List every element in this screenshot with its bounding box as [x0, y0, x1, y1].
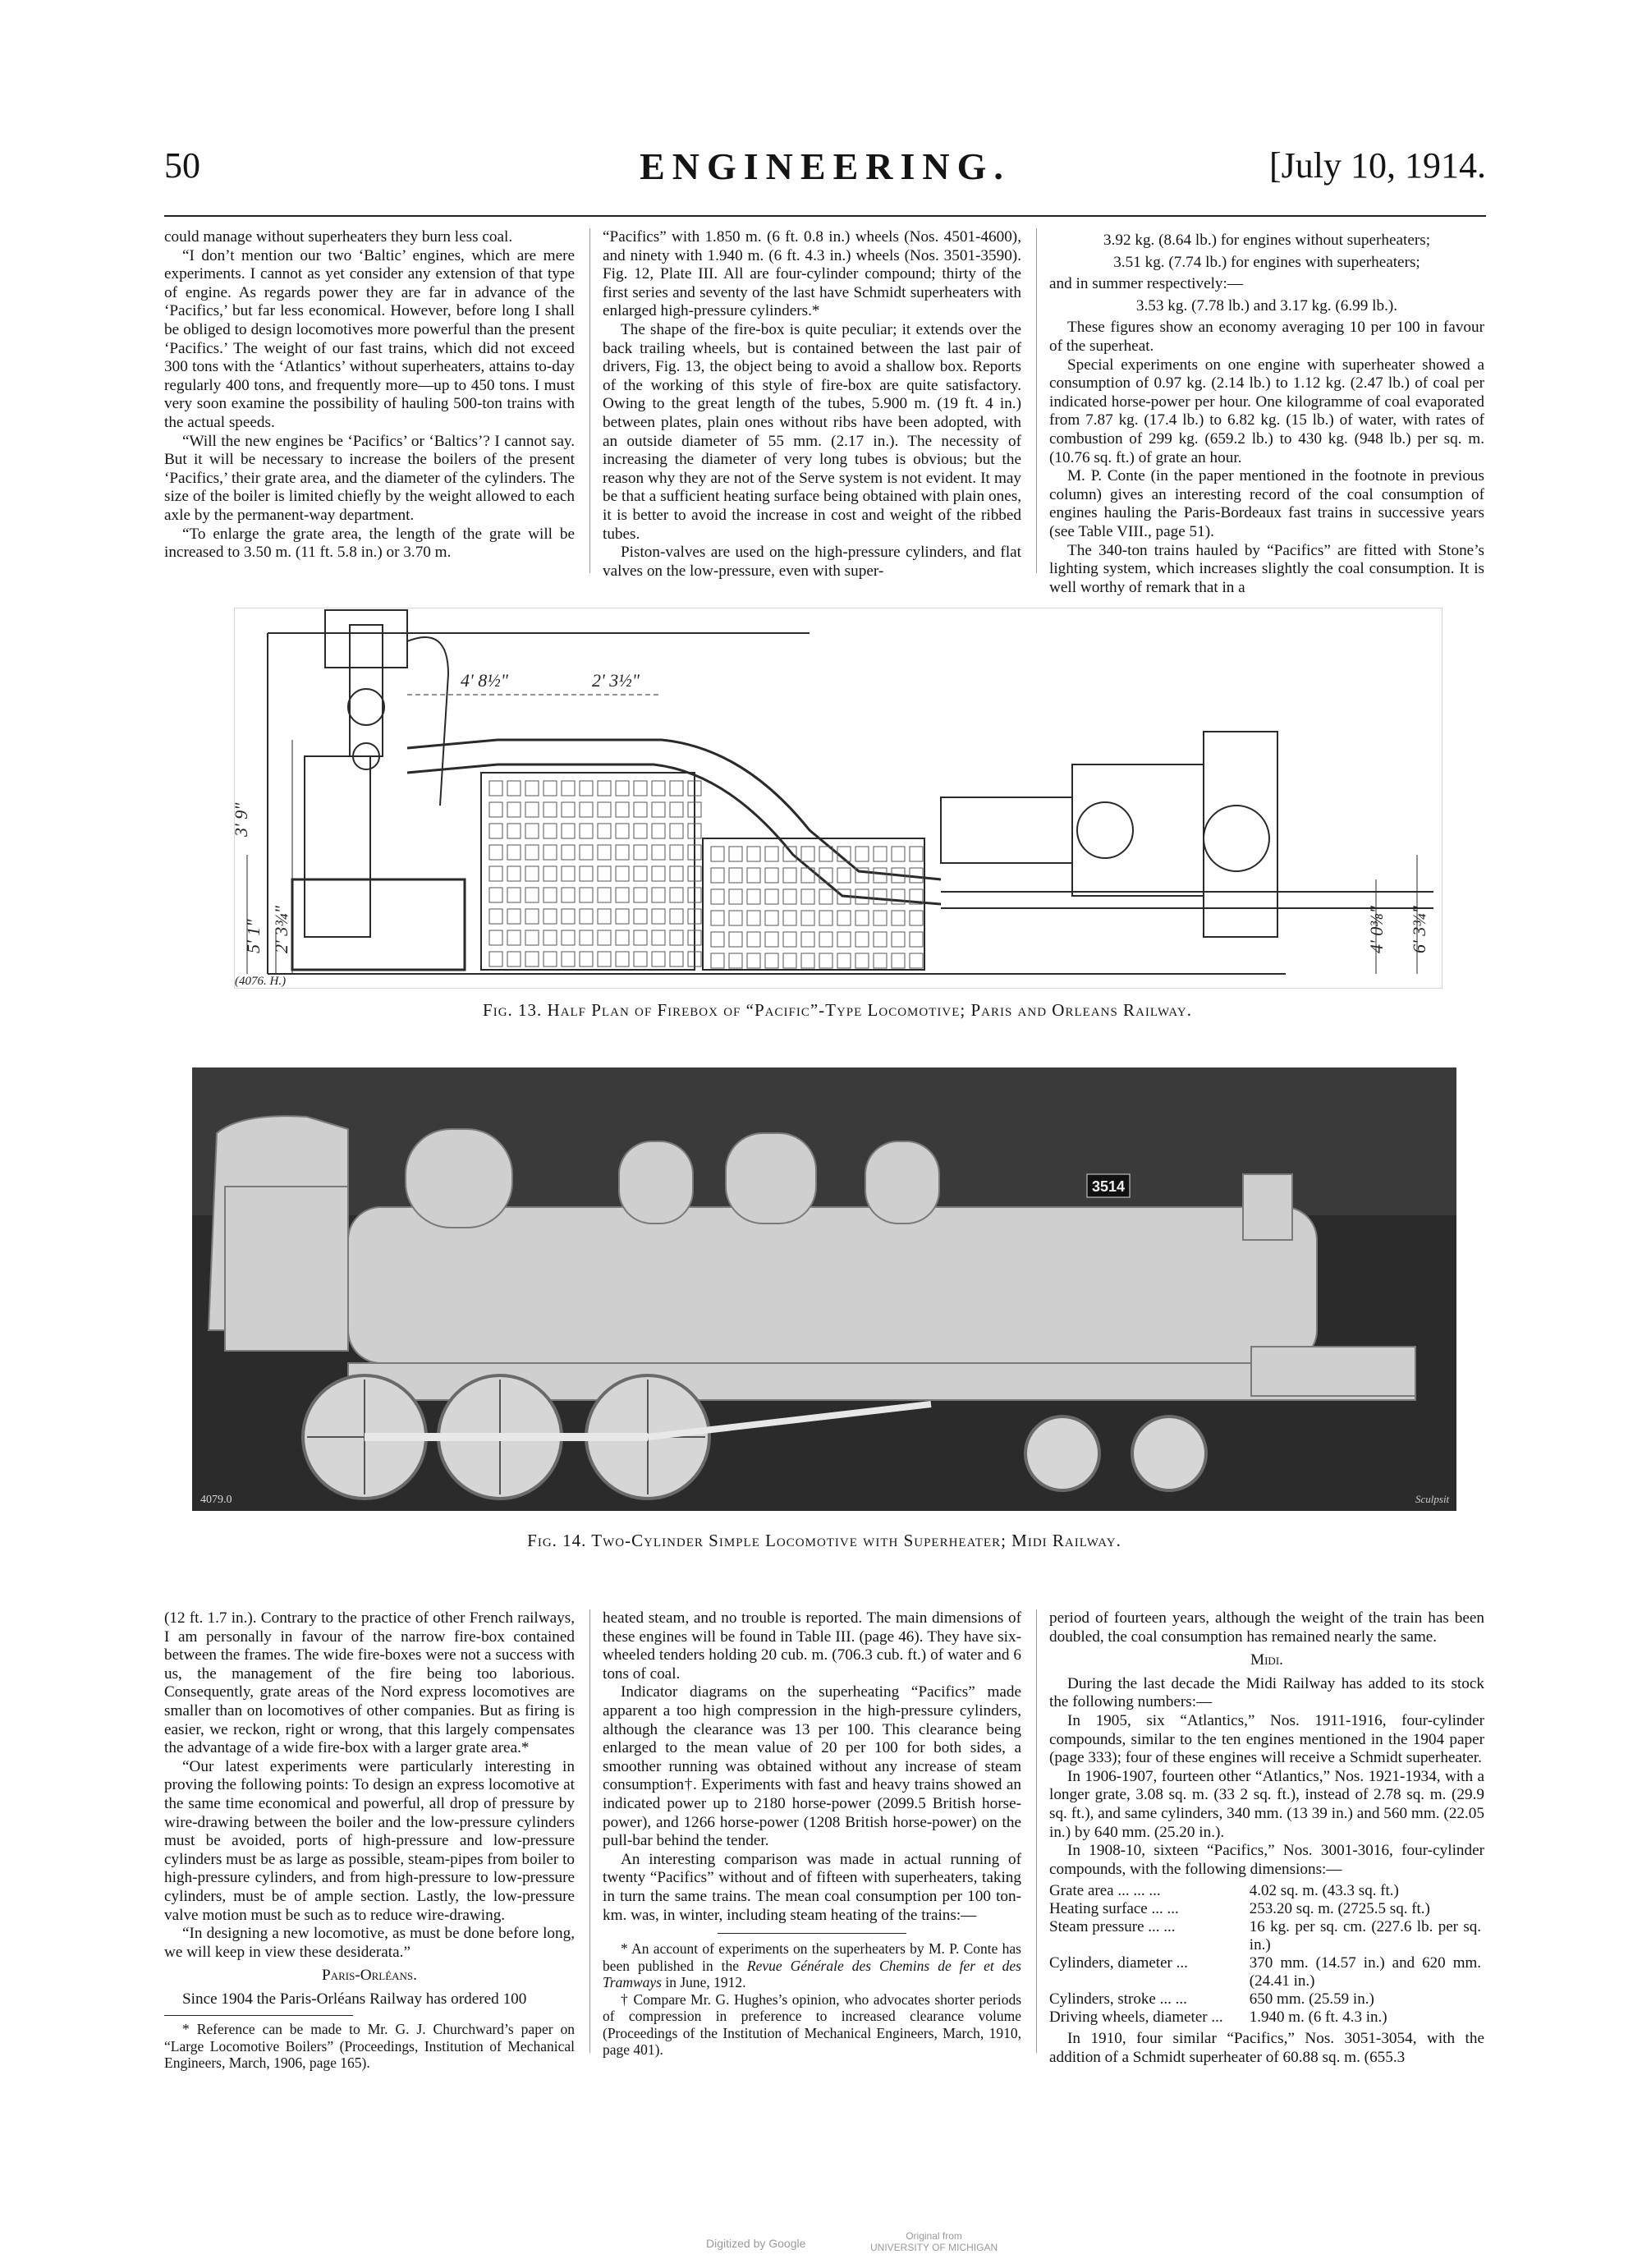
dimension-label: Driving wheels, diameter ...	[1049, 2009, 1223, 2027]
tube-cell	[562, 802, 575, 817]
original-from-institution: UNIVERSITY OF MICHIGAN	[870, 2242, 998, 2253]
paragraph: An interesting comparison was made in actual running of twenty “Pacifics” without and of fifteen with superheaters, taking in turn the same trains. The mean coal consumption per 100 ton-km. was, in winter, including steam heating of the trains:—	[603, 1850, 1021, 1924]
dim-left-b: 5' 1"	[243, 919, 264, 953]
dimension-label: Cylinders, diameter ...	[1049, 1954, 1188, 1972]
number-plate: 3514	[1091, 1178, 1126, 1195]
tube-cell	[634, 866, 647, 881]
paragraph: These figures show an economy averaging 10 per 100 in favour of the superheat.	[1049, 319, 1484, 355]
tube-cell	[729, 953, 742, 968]
tube-cell	[489, 781, 502, 796]
tube-cell	[765, 868, 778, 883]
tube-cell	[801, 911, 814, 925]
tube-cell	[801, 953, 814, 968]
tube-cell	[711, 868, 724, 883]
paragraph: and in summer respectively:—	[1049, 275, 1244, 293]
tube-cell	[580, 930, 593, 945]
column-divider	[589, 1609, 590, 2053]
dimension-value: 253.20 sq. m. (2725.5 sq. ft.)	[1249, 1900, 1430, 1918]
tube-cell	[711, 953, 724, 968]
tube-cell	[670, 866, 683, 881]
tube-cell	[544, 930, 557, 945]
tube-cell	[580, 845, 593, 860]
tube-cell	[544, 866, 557, 881]
tube-cell	[783, 911, 796, 925]
page-number: 50	[164, 145, 200, 186]
tube-cell	[580, 888, 593, 902]
tube-cell	[729, 868, 742, 883]
tube-cell	[747, 889, 760, 904]
tube-cell	[616, 909, 629, 924]
digitized-by-google: Digitized by Google	[706, 2237, 806, 2250]
original-from	[870, 2230, 998, 2253]
tube-cell	[544, 802, 557, 817]
locomotive-svg	[192, 1067, 1456, 1511]
tube-cell	[616, 888, 629, 902]
tube-cell	[652, 824, 665, 838]
tube-cell	[652, 888, 665, 902]
original-from-label: Original from	[906, 2230, 962, 2242]
tube-cell	[783, 847, 796, 861]
tube-cell	[837, 868, 851, 883]
tube-cell	[874, 932, 887, 947]
tube-cell	[652, 802, 665, 817]
dimension-row	[1049, 1882, 1484, 1900]
tube-cell	[616, 802, 629, 817]
subhead-midi: Midi.	[1250, 1651, 1283, 1669]
tube-cell	[598, 888, 611, 902]
tube-cell	[670, 888, 683, 902]
tube-cell	[670, 952, 683, 966]
tube-cell	[855, 847, 869, 861]
tube-cell	[765, 911, 778, 925]
tube-cell	[562, 866, 575, 881]
tube-cell	[562, 888, 575, 902]
dimension-value: 370 mm. (14.57 in.) and 620 mm. (24.41 in.)	[1249, 1954, 1481, 1990]
dimension-row	[1049, 1900, 1484, 1918]
tube-cell	[507, 952, 521, 966]
tube-cell	[670, 930, 683, 945]
tube-cell	[855, 932, 869, 947]
paragraph: Indicator diagrams on the superheating “Pacifics” made apparent a too high compression in the high-pressure cylinders, although the clearance was 13 per 100. This clearance being enlarged to the mean value of 20 per 100 for both sides, a smoother running was obtained without any increase of steam consumption†. Experiments with fast and heavy trains showed an indicated power up to 2180 horse-power (2099.5 British horse-power), and 1266 horse-power (1208 British horse-power) on the pull-bar behind the tender.	[603, 1683, 1021, 1850]
tube-cell	[634, 824, 647, 838]
header-rule	[164, 215, 1486, 217]
paragraph: In 1910, four similar “Pacifics,” Nos. 3051-3054, with the addition of a Schmidt superheater of 60.88 sq. m. (655.3	[1049, 2030, 1484, 2066]
tube-cell	[489, 952, 502, 966]
paragraph: “I don’t mention our two ‘Baltic’ engines, which are mere experiments. I cannot as yet consider any extension of that type of engine. As regards power they are far in advance of the ‘Pacifics,’ but far less economical. However, before long I shall be obliged to design locomotives more powerful than the present ‘Pacifics.’ The weight of our fast trains, which did not exceed 300 tons with the ‘Atlantics’ without superheaters, attains to-day regularly 400 tons, and frequently more—up to 450 tons. I must very soon examine the possibility of hauling 500-ton trains with the actual speeds.	[164, 246, 575, 431]
tube-cell	[489, 930, 502, 945]
tube-cell	[616, 930, 629, 945]
tube-cell	[670, 781, 683, 796]
dimension-label: Heating surface ... ...	[1049, 1900, 1179, 1918]
tube-cell	[598, 781, 611, 796]
tube-cell	[616, 781, 629, 796]
tube-cell	[507, 930, 521, 945]
dimension-value: 4.02 sq. m. (43.3 sq. ft.)	[1249, 1882, 1399, 1900]
tube-cell	[489, 824, 502, 838]
dimension-label: Grate area ... ... ...	[1049, 1882, 1161, 1900]
tube-cell	[652, 845, 665, 860]
bottom-column-2	[603, 1609, 1021, 2059]
tube-cell	[652, 930, 665, 945]
paragraph: During the last decade the Midi Railway has added to its stock the following numbers:—	[1049, 1674, 1484, 1711]
tube-cell	[801, 932, 814, 947]
tube-cell	[711, 932, 724, 947]
tube-cell	[616, 824, 629, 838]
tube-cell	[910, 911, 923, 925]
tube-cell	[634, 845, 647, 860]
tube-cell	[783, 889, 796, 904]
tube-cell	[801, 889, 814, 904]
tube-cell	[837, 932, 851, 947]
bottom-column-3	[1049, 1609, 1484, 2068]
tube-cell	[525, 888, 539, 902]
tube-cell	[634, 930, 647, 945]
tube-cell	[525, 781, 539, 796]
tube-cell	[562, 952, 575, 966]
dimensions-table	[1049, 1882, 1484, 2027]
paragraph: “Pacifics” with 1.850 m. (6 ft. 0.8 in.) wheels (Nos. 4501-4600), and ninety with 1.940 m. (6 ft. 4.3 in.) wheels (Nos. 3501-3590). Fig. 12, Plate III. All are four-cylinder compound; thirty of the first series and seventy of the last have Schmidt superheaters with enlarged high-pressure cylinders.*	[603, 228, 1021, 320]
tube-cell	[747, 953, 760, 968]
dim-left-c: 2' 3¾"	[271, 906, 291, 953]
tube-cell	[616, 866, 629, 881]
tube-cell	[819, 868, 832, 883]
paragraph: period of fourteen years, although the weight of the train has been doubled, the coal consumption has remained nearly the same.	[1049, 1609, 1484, 1646]
tube-cell	[598, 930, 611, 945]
tube-cell	[819, 911, 832, 925]
tube-cell	[670, 824, 683, 838]
dim-left-a: 3' 9"	[231, 802, 251, 837]
tube-cell	[783, 932, 796, 947]
footnote-hughes: † Compare Mr. G. Hughes’s opinion, who advocates shorter periods of compression in preference to increased clearance volume (Proceedings of the Institution of Mechanical Engineers, March, 1910, page 401).	[603, 1990, 1021, 2059]
tube-cell	[837, 911, 851, 925]
tube-cell	[874, 953, 887, 968]
top-column-2	[603, 228, 1021, 581]
tube-cell	[634, 952, 647, 966]
paragraph: M. P. Conte (in the paper mentioned in the footnote in previous column) gives an interesting record of the coal consumption of engines hauling the Paris-Bordeaux fast trains in successive years (see Table VIII., page 51).	[1049, 467, 1484, 540]
fig13-firebox-drawing	[231, 608, 1442, 989]
tube-cell	[598, 802, 611, 817]
tube-cell	[892, 932, 905, 947]
tube-cell	[544, 824, 557, 838]
tube-cell	[765, 889, 778, 904]
tube-cell	[874, 847, 887, 861]
tube-cell	[910, 953, 923, 968]
tube-cell	[562, 781, 575, 796]
coal-winter-with: 3.51 kg. (7.74 lb.) for engines with superheaters;	[1113, 253, 1420, 271]
drawing-ref: (4076. H.)	[235, 975, 287, 988]
tube-cell	[598, 952, 611, 966]
footnote-rule	[718, 1933, 906, 1934]
paragraph: heated steam, and no trouble is reported. The main dimensions of these engines will be found in Table III. (page 46). They have six-wheeled tenders holding 20 cub. m. (706.3 cub. ft.) of water and 6 tons of coal.	[603, 1609, 1021, 1683]
tube-cell	[670, 845, 683, 860]
tube-cell	[544, 909, 557, 924]
top-column-1	[164, 228, 575, 562]
tube-cell	[747, 868, 760, 883]
tube-cell	[874, 889, 887, 904]
tube-cell	[507, 802, 521, 817]
tube-cell	[598, 866, 611, 881]
dimension-value: 1.940 m. (6 ft. 4.3 in.)	[1249, 2009, 1387, 2027]
tube-cell	[580, 866, 593, 881]
paragraph: Piston-valves are used on the high-pressure cylinders, and flat valves on the low-pressure, even with super-	[603, 544, 1021, 580]
tube-cell	[634, 909, 647, 924]
tube-cell	[837, 953, 851, 968]
dimension-value: 16 kg. per sq. cm. (227.6 lb. per sq. in.)	[1249, 1918, 1481, 1954]
tube-cell	[580, 909, 593, 924]
tube-cell	[892, 953, 905, 968]
tube-cell	[711, 911, 724, 925]
tube-cell	[892, 911, 905, 925]
tube-cell	[670, 802, 683, 817]
tube-cell	[819, 953, 832, 968]
tube-cell	[616, 845, 629, 860]
tube-cell	[783, 953, 796, 968]
fig14-caption: Fig. 14. Two-Cylinder Simple Locomotive with Superheater; Midi Railway.	[527, 1531, 1121, 1550]
tube-cell	[562, 845, 575, 860]
tube-cell	[765, 847, 778, 861]
tube-cell	[525, 824, 539, 838]
dimension-value: 650 mm. (25.59 in.)	[1249, 1990, 1374, 2009]
paragraph: “Will the new engines be ‘Pacifics’ or ‘Baltics’? I cannot say. But it will be necessary to increase the boilers of the present ‘Pacifics,’ their grate area, and the diameter of the cylinders. The size of the boiler is limited chiefly by the weight allowed to each axle by the permanent-way department.	[164, 432, 575, 524]
paragraph: Since 1904 the Paris-Orléans Railway has ordered 100	[182, 1990, 527, 2008]
tube-cell	[507, 781, 521, 796]
dimension-row	[1049, 2009, 1484, 2027]
tube-cell	[634, 888, 647, 902]
tube-cell	[634, 781, 647, 796]
tube-cell	[910, 932, 923, 947]
tube-cell	[729, 889, 742, 904]
tube-cell	[729, 911, 742, 925]
tube-cell	[544, 888, 557, 902]
tube-cell	[507, 866, 521, 881]
firebox-plan-svg	[231, 608, 1442, 988]
tube-cell	[562, 930, 575, 945]
paragraph: In 1908-10, sixteen “Pacifics,” Nos. 3001-3016, four-cylinder compounds, with the following dimensions:—	[1049, 1842, 1484, 1878]
subhead-paris-orleans: Paris-Orléans.	[322, 1967, 417, 1985]
tube-cell	[580, 824, 593, 838]
tube-cell	[729, 932, 742, 947]
footnote-journal-title: Revue Générale des Chemins de fer et des Tramways	[603, 1957, 1021, 1991]
tube-cell	[562, 824, 575, 838]
tube-cell	[507, 845, 521, 860]
column-divider	[1036, 1609, 1037, 2053]
journal-title: ENGINEERING.	[640, 145, 1011, 187]
engraver-mark: Sculpsit	[1415, 1493, 1450, 1505]
tube-cell	[525, 909, 539, 924]
dimension-row	[1049, 1990, 1484, 2009]
tube-cell	[525, 952, 539, 966]
tube-cell	[765, 932, 778, 947]
paragraph: In 1905, six “Atlantics,” Nos. 1911-1916, four-cylinder compounds, similar to the ten engines mentioned in the 1904 paper (page 333); four of these engines will receive a Schmidt superheater.	[1049, 1711, 1484, 1767]
dim-top-a: 4' 8½"	[461, 670, 508, 691]
footnote-text: in June, 1912.	[661, 1974, 746, 1991]
footnote-text: * An account of experiments on the superheaters by M. P. Conte has been published in the	[603, 1940, 1021, 1974]
tube-cell	[489, 888, 502, 902]
tube-cell	[670, 909, 683, 924]
tube-cell	[489, 845, 502, 860]
fig14-locomotive-photo	[192, 1067, 1456, 1511]
tube-cell	[652, 866, 665, 881]
tube-cell	[652, 909, 665, 924]
tube-cell	[544, 845, 557, 860]
tube-cell	[765, 953, 778, 968]
tube-cell	[874, 911, 887, 925]
paragraph: (12 ft. 1.7 in.). Contrary to the practice of other French railways, I am personally in favour of the narrow fire-box contained between the frames. The wide fire-boxes were not a success with us, the management of the fire being too laborious. Consequently, grate areas of the Nord express locomotives are smaller than on locomotives of other companies. But as firing is easier, we reckon, right or wrong, that this largely compensates the advantage of a wide fire-box with a larger grate area.*	[164, 1609, 575, 1757]
tube-cell	[711, 889, 724, 904]
page-header	[164, 145, 1486, 194]
tube-cell	[489, 866, 502, 881]
tube-cell	[747, 911, 760, 925]
dimension-label: Cylinders, stroke ... ...	[1049, 1990, 1187, 2009]
tube-cell	[855, 911, 869, 925]
tube-cell	[783, 868, 796, 883]
tube-cell	[819, 932, 832, 947]
tube-cell	[525, 802, 539, 817]
tube-cell	[525, 845, 539, 860]
paragraph: “To enlarge the grate area, the length of the grate will be increased to 3.50 m. (11 ft. 5.8 in.) or 3.70 m.	[164, 525, 575, 562]
tube-cell	[652, 781, 665, 796]
tube-cell	[489, 802, 502, 817]
tube-cell	[598, 845, 611, 860]
tube-cell	[711, 847, 724, 861]
tube-cell	[525, 930, 539, 945]
paragraph: could manage without superheaters they burn less coal.	[164, 228, 513, 246]
tube-cell	[525, 866, 539, 881]
tube-cell	[598, 824, 611, 838]
tube-cell	[580, 952, 593, 966]
tube-cell	[747, 847, 760, 861]
tube-cell	[507, 888, 521, 902]
tube-cell	[910, 847, 923, 861]
footnote-rule	[164, 2015, 353, 2016]
tube-cell	[634, 802, 647, 817]
dimension-label: Steam pressure ... ...	[1049, 1918, 1176, 1936]
tube-cell	[819, 889, 832, 904]
paragraph: In 1906-1907, fourteen other “Atlantics,” Nos. 1921-1934, with a longer grate, 3.08 sq. m. (33 2 sq. ft.), instead of 2.78 sq. m. (29.9 sq. ft.), and same cylinders, 340 mm. (13 39 in.) and 560 mm. (22.05 in.) by 640 mm. (25.20 in.).	[1049, 1767, 1484, 1841]
tube-cell	[892, 847, 905, 861]
tube-cell	[580, 802, 593, 817]
dim-top-b: 2' 3½"	[592, 670, 640, 691]
paragraph: “Our latest experiments were particularly interesting in proving the following points: To design an express locomotive at the same time economical and powerful, all drop of pressure by wire-drawing between the boiler and the low-pressure cylinders must be avoided, ports of high-pressure and low-pressure cylinders must be as large as possible, steam-pipes from boiler to high-pressure cylinders, and from high-pressure to low-pressure cylinders, must be of ample section. Lastly, the low-pressure valve motion must be such as to reduce wire-drawing.	[164, 1757, 576, 1924]
tube-cell	[747, 932, 760, 947]
paragraph: The shape of the fire-box is quite peculiar; it extends over the back trailing wheels, but is contained between the last pair of drivers, Fig. 13, the object being to avoid a shallow box. Reports of the working of this style of fire-box are quite satisfactory. Owing to the great length of the tubes, 5.900 m. (19 ft. 4 in.) between plates, plain ones without ribs have been adopted, with an outside diameter of 55 mm. (2.17 in.). The necessity of increasing the diameter of very long tubes is obvious; but the reason why they are not of the Serve system is not evident. It may be that a sufficient heating surface being obtained with plain ones, it is better to avoid the increase in cost and weight of the ribbed tubes.	[603, 320, 1021, 543]
dim-right-b: 6' 3¾"	[1409, 906, 1429, 953]
issue-date: [July 10, 1914.	[1269, 145, 1486, 186]
top-column-3	[1049, 228, 1484, 597]
dimension-row	[1049, 1918, 1484, 1954]
column-divider	[1036, 228, 1037, 573]
tube-cell	[801, 847, 814, 861]
tube-cell	[598, 909, 611, 924]
dim-right-a: 4' 0⅜"	[1366, 906, 1387, 953]
bottom-column-1	[164, 1609, 575, 2072]
tube-cell	[489, 909, 502, 924]
tube-cell	[544, 952, 557, 966]
paragraph: Special experiments on one engine with superheater showed a consumption of 0.97 kg. (2.14 lb.) to 1.12 kg. (2.47 lb.) of coal per indicated horse-power per hour. One kilogramme of coal evaporated from 7.87 kg. (17.4 lb.) to 6.82 kg. (15 lb.) of water, with rates of combustion of 299 kg. (659.2 lb.) to 430 kg. (948 lb.) per sq. m. (10.76 sq. ft.) of grate an hour.	[1049, 356, 1484, 466]
fig13-caption: Fig. 13. Half Plan of Firebox of “Pacific”-Type Locomotive; Paris and Orleans Railway.	[483, 1000, 1192, 1020]
footnote-conte	[603, 1940, 1021, 1991]
tube-cell	[729, 847, 742, 861]
tube-cell	[580, 781, 593, 796]
footnote-churchward: * Reference can be made to Mr. G. J. Churchward’s paper on “Large Locomotive Boilers” (Proceedings, Institution of Mechanical Engineers, March, 1906, page 165).	[164, 2021, 575, 2072]
photo-ref: 4079.0	[200, 1494, 232, 1506]
tube-cell	[652, 952, 665, 966]
paragraph: The 340-ton trains hauled by “Pacifics” are fitted with Stone’s lighting system, which increases slightly the coal consumption. It is well worthy of remark that in a	[1049, 541, 1484, 596]
dimension-row	[1049, 1954, 1484, 1990]
tube-cell	[562, 909, 575, 924]
tube-cell	[507, 824, 521, 838]
tube-cell	[855, 953, 869, 968]
paragraph: “In designing a new locomotive, as must be done before long, we will keep in view these desiderata.”	[164, 1925, 575, 1961]
tube-cell	[544, 781, 557, 796]
coal-winter-without: 3.92 kg. (8.64 lb.) for engines without superheaters;	[1103, 232, 1431, 249]
coal-summer: 3.53 kg. (7.78 lb.) and 3.17 kg. (6.99 lb.).	[1135, 296, 1398, 314]
tube-cell	[616, 952, 629, 966]
tube-cell	[874, 868, 887, 883]
tube-cell	[507, 909, 521, 924]
column-divider	[589, 228, 590, 573]
